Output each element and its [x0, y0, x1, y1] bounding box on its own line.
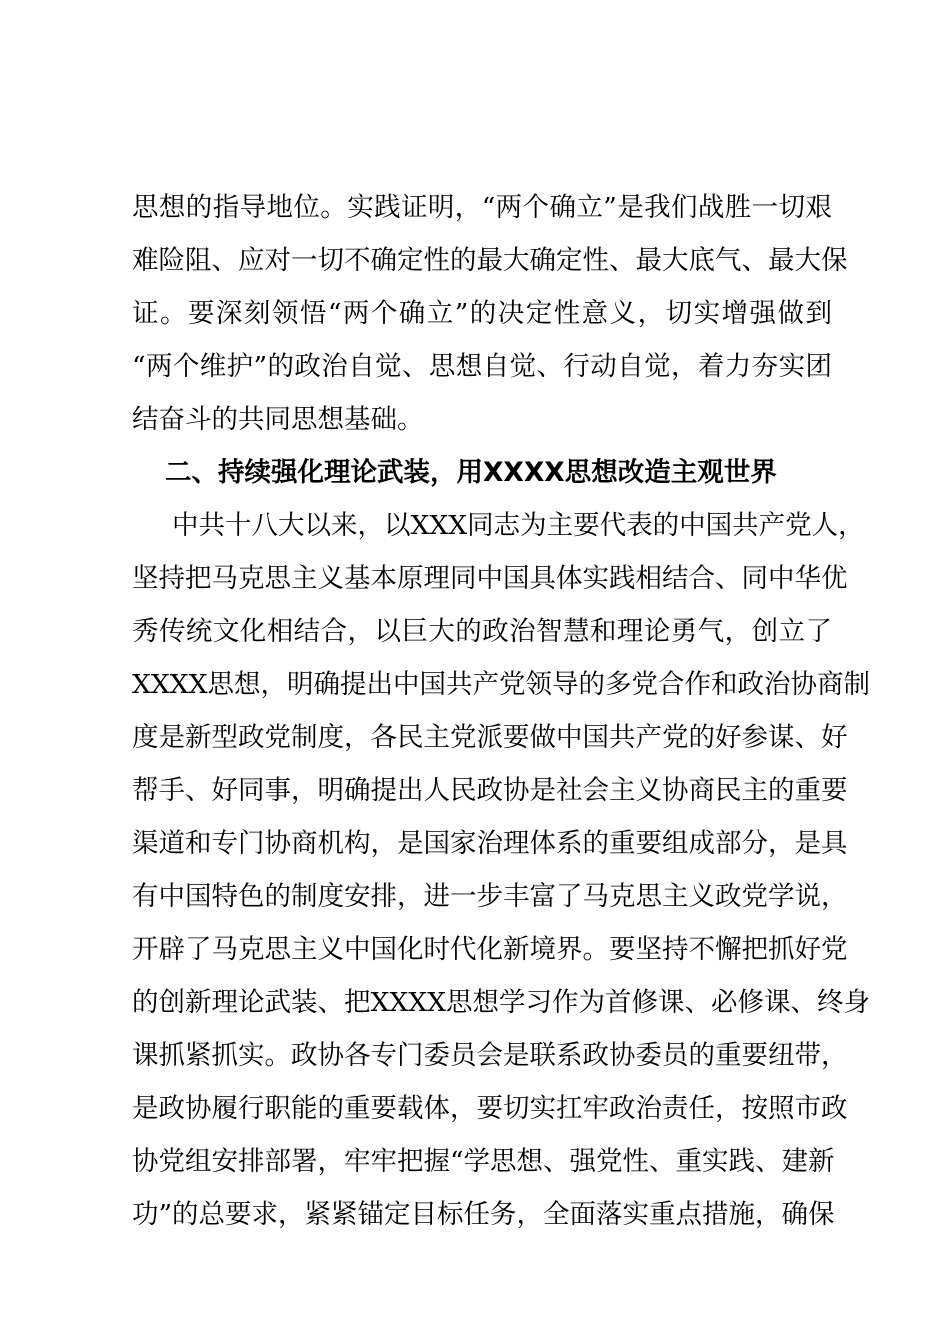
text-line: 难险阻、应对一切不确定性的最大确定性、最大底气、最大保 — [132, 245, 848, 276]
text-line: 中共十八大以来，以XXX同志为主要代表的中国共产党人， — [172, 510, 865, 541]
text-line: 开辟了马克思主义中国化时代化新境界。要坚持不懈把抓好党 — [132, 934, 848, 965]
text-line: 课抓紧抓实。政协各专门委员会是联系政协委员的重要纽带， — [132, 1040, 848, 1071]
text-line: 渠道和专门协商机构，是国家治理体系的重要组成部分，是具 — [132, 828, 848, 859]
paragraph-1 — [132, 181, 848, 446]
text-line: 思想的指导地位。实践证明，“两个确立”是我们战胜一切艰 — [132, 192, 832, 223]
text-line: 有中国特色的制度安排，进一步丰富了马克思主义政党学说， — [132, 881, 848, 912]
text-line: 结奋斗的共同思想基础。 — [132, 404, 424, 435]
text-line: 帮手、好同事，明确提出人民政协是社会主义协商民主的重要 — [132, 775, 848, 806]
text-line: 的创新理论武装、把XXXX思想学习作为首修课、必修课、终身 — [132, 987, 870, 1018]
text-line: 是政协履行职能的重要载体，要切实扛牢政治责任，按照市政 — [132, 1093, 848, 1124]
text-line: 秀传统文化相结合，以巨大的政治智慧和理论勇气，创立了 — [132, 616, 832, 647]
text-line: 协党组安排部署，牢牢把握“学思想、强党性、重实践、建新 — [132, 1146, 835, 1177]
text-line: “两个维护”的政治自觉、思想自觉、行动自觉，着力夯实团 — [132, 351, 832, 382]
text-line: 功”的总要求，紧紧锚定目标任务，全面落实重点措施，确保 — [132, 1199, 835, 1230]
section-heading — [132, 446, 832, 499]
text-line: 度是新型政党制度，各民主党派要做中国共产党的好参谋、好 — [132, 722, 848, 753]
text-line: XXXX思想，明确提出中国共产党领导的多党合作和政治协商制 — [132, 669, 870, 700]
document-body — [132, 181, 870, 1241]
paragraph-2 — [132, 499, 870, 1241]
text-line: 坚持把马克思主义基本原理同中国具体实践相结合、同中华优 — [132, 563, 848, 594]
section-heading-text: 二、持续强化理论武装，用XXXX思想改造主观世界 — [165, 457, 777, 488]
text-line: 证。要深刻领悟“两个确立”的决定性意义，切实增强做到 — [132, 298, 832, 329]
